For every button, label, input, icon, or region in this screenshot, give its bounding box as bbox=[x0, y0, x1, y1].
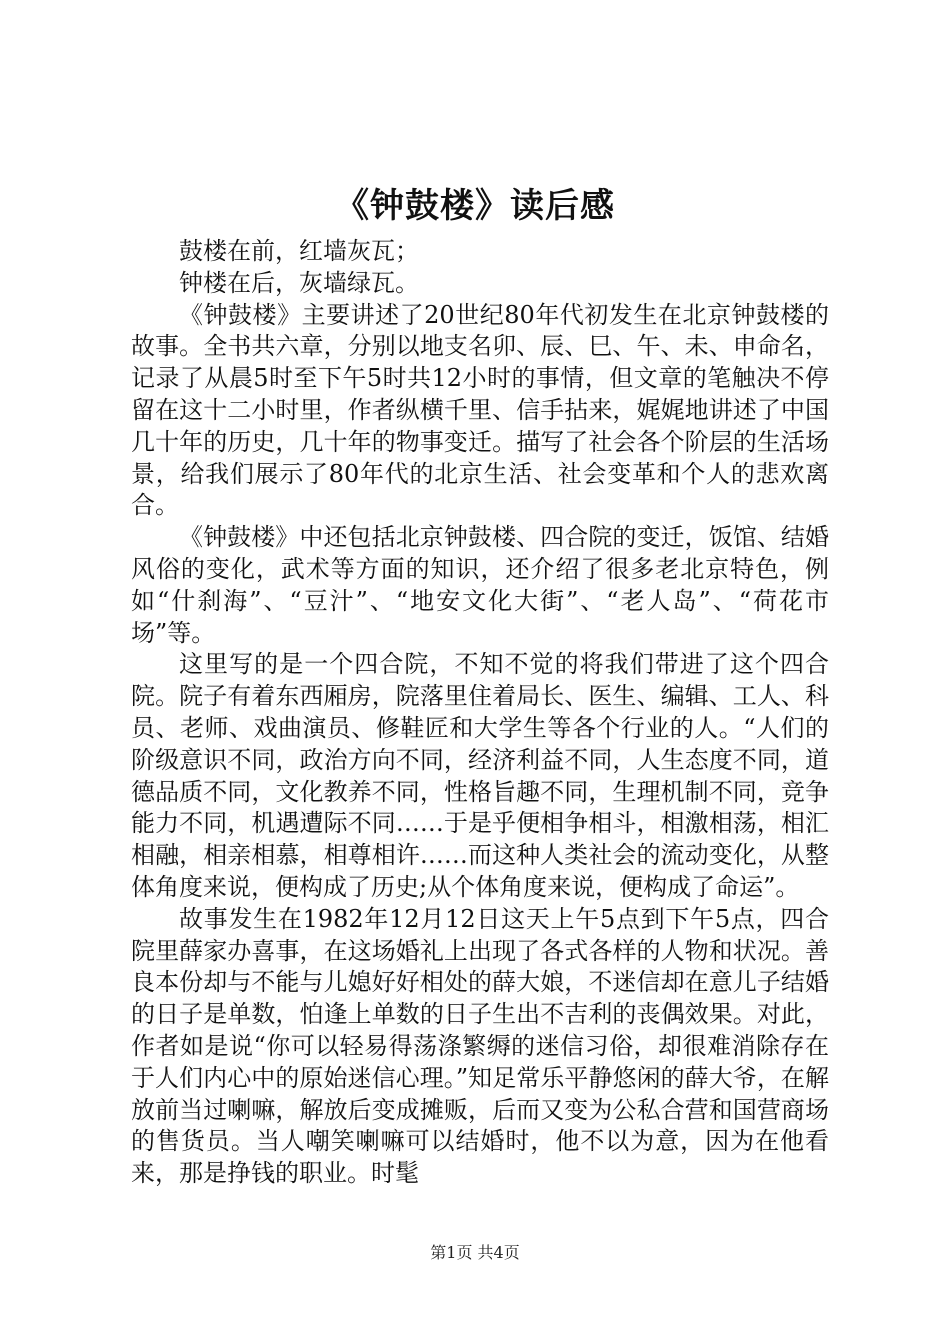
paragraph-1: 鼓楼在前，红墙灰瓦； bbox=[179, 237, 419, 265]
page-number: 第1页 共4页 bbox=[430, 1243, 520, 1262]
paragraph-5: 这里写的是一个四合院，不知不觉的将我们带进了这个四合院。院子有着东西厢房，院落里住着局长、医生、编辑、工人、科员、老师、戏曲演员、修鞋匠和大学生等各个行业的人。“人们的阶级意识不同，政治方向不同，经济利益不同，人生态度不同，道德品质不同，文化教养不同，性格旨趣不同，生理机制不同，竞争能力不同，机遇遭际不同……于是乎便相争相斗，相激相荡，相汇相融，相亲相慕，相尊相许……而这种人类社会的流动变化，从整体角度来说，便构成了历史;从个体角度来说，便构成了命运”。 bbox=[131, 650, 829, 901]
document-body bbox=[131, 236, 829, 1190]
paragraph-6: 故事发生在1982年12月12日这天上午5点到下午5点，四合院里薛家办喜事，在这场婚礼上出现了各式各样的人物和状况。善良本份却与不能与儿媳好好相处的薛大娘，不迷信却在意儿子结婚的日子是单数，怕逢上单数的日子生出不吉利的丧偶效果。对此，作者如是说“你可以轻易得荡涤繁缛的迷信习俗，却很难消除存在于人们内心中的原始迷信心理。”知足常乐平静悠闲的薛大爷，在解放前当过喇嘛，解放后变成摊贩，后而又变为公私合营和国营商场的售货员。当人嘲笑喇嘛可以结婚时，他不以为意，因为在他看来，那是挣钱的职业。时髦 bbox=[131, 904, 829, 1188]
paragraph-3: 《钟鼓楼》主要讲述了20世纪80年代初发生在北京钟鼓楼的故事。全书共六章，分别以地支名卯、辰、巳、午、未、申命名，记录了从晨5时至下午5时共12小时的事情，但文章的笔触决不停留在这十二小时里，作者纵横千里、信手拈来，娓娓地讲述了中国几十年的历史，几十年的物事变迁。描写了社会各个阶层的生活场景，给我们展示了80年代的北京生活、社会变革和个人的悲欢离合。 bbox=[131, 300, 829, 520]
paragraph-4: 《钟鼓楼》中还包括北京钟鼓楼、四合院的变迁，饭馆、结婚风俗的变化，武术等方面的知识，还介绍了很多老北京特色，例如“什刹海”、“豆汁”、“地安文化大街”、“老人岛”、“荷花市场”等。 bbox=[131, 523, 829, 647]
paragraph-2: 钟楼在后，灰墙绿瓦。 bbox=[179, 268, 419, 297]
document-title: 《钟鼓楼》读后感 bbox=[335, 186, 615, 226]
